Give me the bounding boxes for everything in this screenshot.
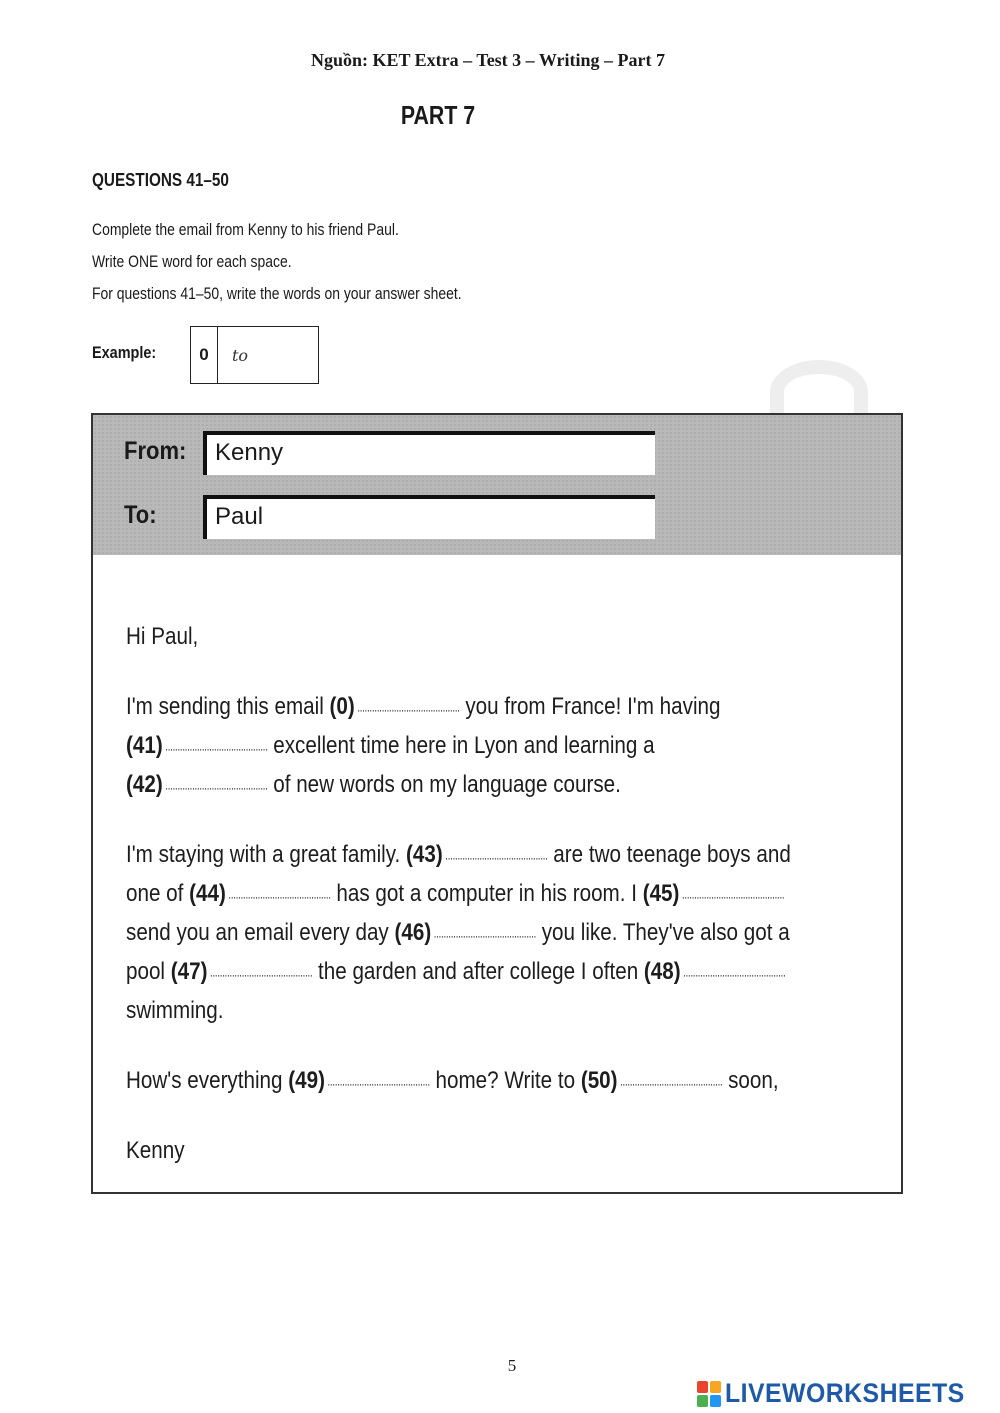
- part-title: PART 7: [400, 100, 476, 130]
- email-line: [126, 771, 621, 799]
- line-text: the garden and after college I often: [312, 958, 644, 985]
- gap-blank[interactable]: ..........................................: [162, 739, 268, 754]
- gap-blank[interactable]: ..........................................: [207, 965, 313, 980]
- line-text: soon,: [722, 1067, 779, 1094]
- source-line: Nguồn: KET Extra – Test 3 – Writing – Part 7: [310, 50, 666, 70]
- email-line: [126, 841, 791, 869]
- line-text: swimming.: [126, 997, 224, 1024]
- logo-square: [697, 1381, 708, 1393]
- line-text: send you an email every day: [126, 919, 395, 946]
- gap-blank[interactable]: ..........................................: [679, 887, 785, 902]
- line-text: are two teenage boys and: [547, 841, 791, 868]
- instruction-1: Complete the email from Kenny to his friend Paul.: [92, 220, 399, 239]
- to-field: Paul: [203, 495, 655, 539]
- gap-number: (43): [406, 841, 443, 868]
- email-card: [91, 413, 903, 1194]
- gap-number: (46): [394, 919, 432, 946]
- line-text: you from France! I'm having: [459, 693, 721, 720]
- line-text: I'm staying with a great family.: [126, 841, 407, 868]
- gap-blank[interactable]: ..........................................: [354, 700, 460, 715]
- example-answer: to: [232, 345, 249, 365]
- email-line: [126, 958, 785, 986]
- example-label: Example:: [92, 343, 157, 362]
- logo-square: [697, 1395, 708, 1407]
- questions-heading: QUESTIONS 41–50: [92, 170, 229, 190]
- email-line: [126, 1067, 779, 1095]
- from-field: Kenny: [203, 431, 655, 475]
- gap-blank[interactable]: ..........................................: [431, 926, 537, 941]
- example-box: [190, 326, 319, 384]
- gap-blank[interactable]: ..........................................: [442, 848, 548, 863]
- logo-square: [710, 1395, 721, 1407]
- line-text: one of: [126, 880, 190, 907]
- page-number: 5: [507, 1356, 517, 1375]
- brand-logo-icon: [697, 1381, 721, 1407]
- line-text: How's everything: [126, 1067, 289, 1094]
- line-text: I'm sending this email: [126, 693, 330, 720]
- gap-blank[interactable]: ..........................................: [225, 887, 331, 902]
- greeting: Hi Paul,: [126, 623, 199, 650]
- email-line: [126, 880, 784, 908]
- email-line: [126, 693, 721, 721]
- example-number: 0: [191, 327, 218, 383]
- gap-number: (42): [126, 771, 163, 798]
- signature: Kenny: [126, 1137, 185, 1164]
- line-text: excellent time here in Lyon and learning a: [267, 732, 655, 759]
- email-line: [126, 732, 655, 760]
- gap-number: (49): [288, 1067, 325, 1094]
- gap-blank[interactable]: ..........................................: [162, 778, 268, 793]
- line-text: home? Write to: [429, 1067, 581, 1094]
- line-text: pool: [126, 958, 171, 985]
- gap-number: (47): [170, 958, 208, 985]
- email-line: [126, 997, 223, 1025]
- instruction-2: Write ONE word for each space.: [92, 252, 292, 271]
- instruction-3: For questions 41–50, write the words on your answer sheet.: [92, 284, 462, 303]
- from-label: From:: [124, 437, 187, 465]
- email-header: [93, 415, 901, 555]
- gap-number: (44): [189, 880, 226, 907]
- gap-number: (41): [126, 732, 163, 759]
- gap-number: (50): [580, 1067, 618, 1094]
- gap-blank[interactable]: ..........................................: [680, 965, 786, 980]
- brand-text: LIVEWORKSHEETS: [725, 1378, 965, 1408]
- gap-blank[interactable]: ..........................................: [617, 1074, 723, 1089]
- line-text: you like. They've also got a: [536, 919, 790, 946]
- gap-blank[interactable]: ..........................................: [324, 1074, 430, 1089]
- line-text: has got a computer in his room. I: [330, 880, 643, 907]
- gap-number: (45): [642, 880, 680, 907]
- logo-square: [710, 1381, 721, 1393]
- brand-mark: [697, 1378, 986, 1409]
- gap-number: (48): [643, 958, 681, 985]
- line-text: of new words on my language course.: [267, 771, 621, 798]
- email-line: [126, 919, 790, 947]
- gap-number: (0): [329, 693, 355, 720]
- to-label: To:: [124, 501, 157, 529]
